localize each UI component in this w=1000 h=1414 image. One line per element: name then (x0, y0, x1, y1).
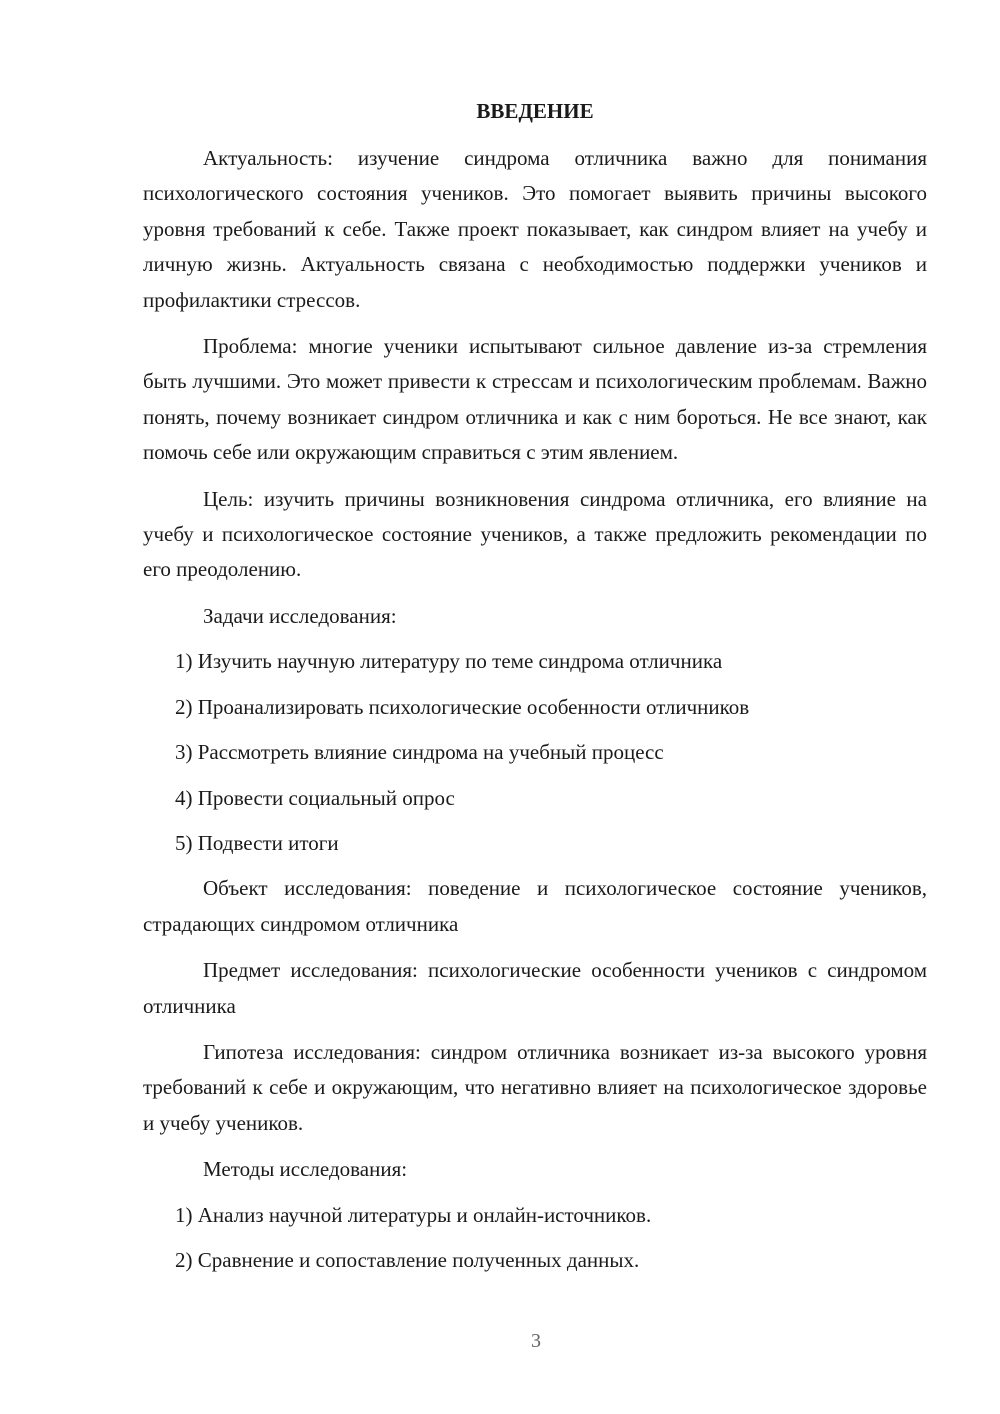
method-item: 1) Анализ научной литературы и онлайн-источников. (175, 1202, 652, 1227)
task-item: 3) Рассмотреть влияние синдрома на учебный процесс (175, 740, 664, 765)
methods-heading: Методы исследования: (203, 1157, 408, 1182)
relevance-paragraph: Актуальность: изучение синдрома отличника важно для понимания психологического состояния учеников. Это помогает выявить причины высокого уровня требований к себе. Также проект показывает, как синдром влияет на учебу и личную жизнь. Актуальность связана с необходимостью поддержки учеников и профилактики стрессов. (143, 146, 927, 312)
task-item: 5) Подвести итоги (175, 830, 339, 855)
page-number: 3 (531, 1330, 541, 1352)
problem-paragraph: Проблема: многие ученики испытывают сильное давление из-за стремления быть лучшими. Это может привести к стрессам и психологическим проблемам. Важно понять, почему возникает синдром отличника и как с ним бороться. Не все знают, как помочь себе или окружающим справиться с этим явлением. (143, 334, 927, 465)
subject-paragraph: Предмет исследования: психологические особенности учеников с синдромом отличника (143, 958, 927, 1018)
hypothesis-paragraph: Гипотеза исследования: синдром отличника возникает из-за высокого уровня требований к себе и окружающим, что негативно влияет на психологическое здоровье и учебу учеников. (143, 1039, 927, 1135)
task-item: 2) Проанализировать психологические особенности отличников (175, 694, 750, 719)
task-item: 4) Провести социальный опрос (175, 785, 455, 810)
document-page (143, 94, 927, 1288)
method-item: 2) Сравнение и сопоставление полученных данных. (175, 1247, 640, 1272)
tasks-heading: Задачи исследования: (203, 603, 397, 628)
section-title: ВВЕДЕНИЕ (476, 99, 594, 123)
object-paragraph: Объект исследования: поведение и психологическое состояние учеников, страдающих синдромом отличника (143, 876, 927, 936)
goal-paragraph: Цель: изучить причины возникновения синдрома отличника, его влияние на учебу и психологическое состояние учеников, а также предложить рекомендации по его преодолению. (143, 486, 927, 582)
task-item: 1) Изучить научную литературу по теме синдрома отличника (175, 649, 723, 674)
